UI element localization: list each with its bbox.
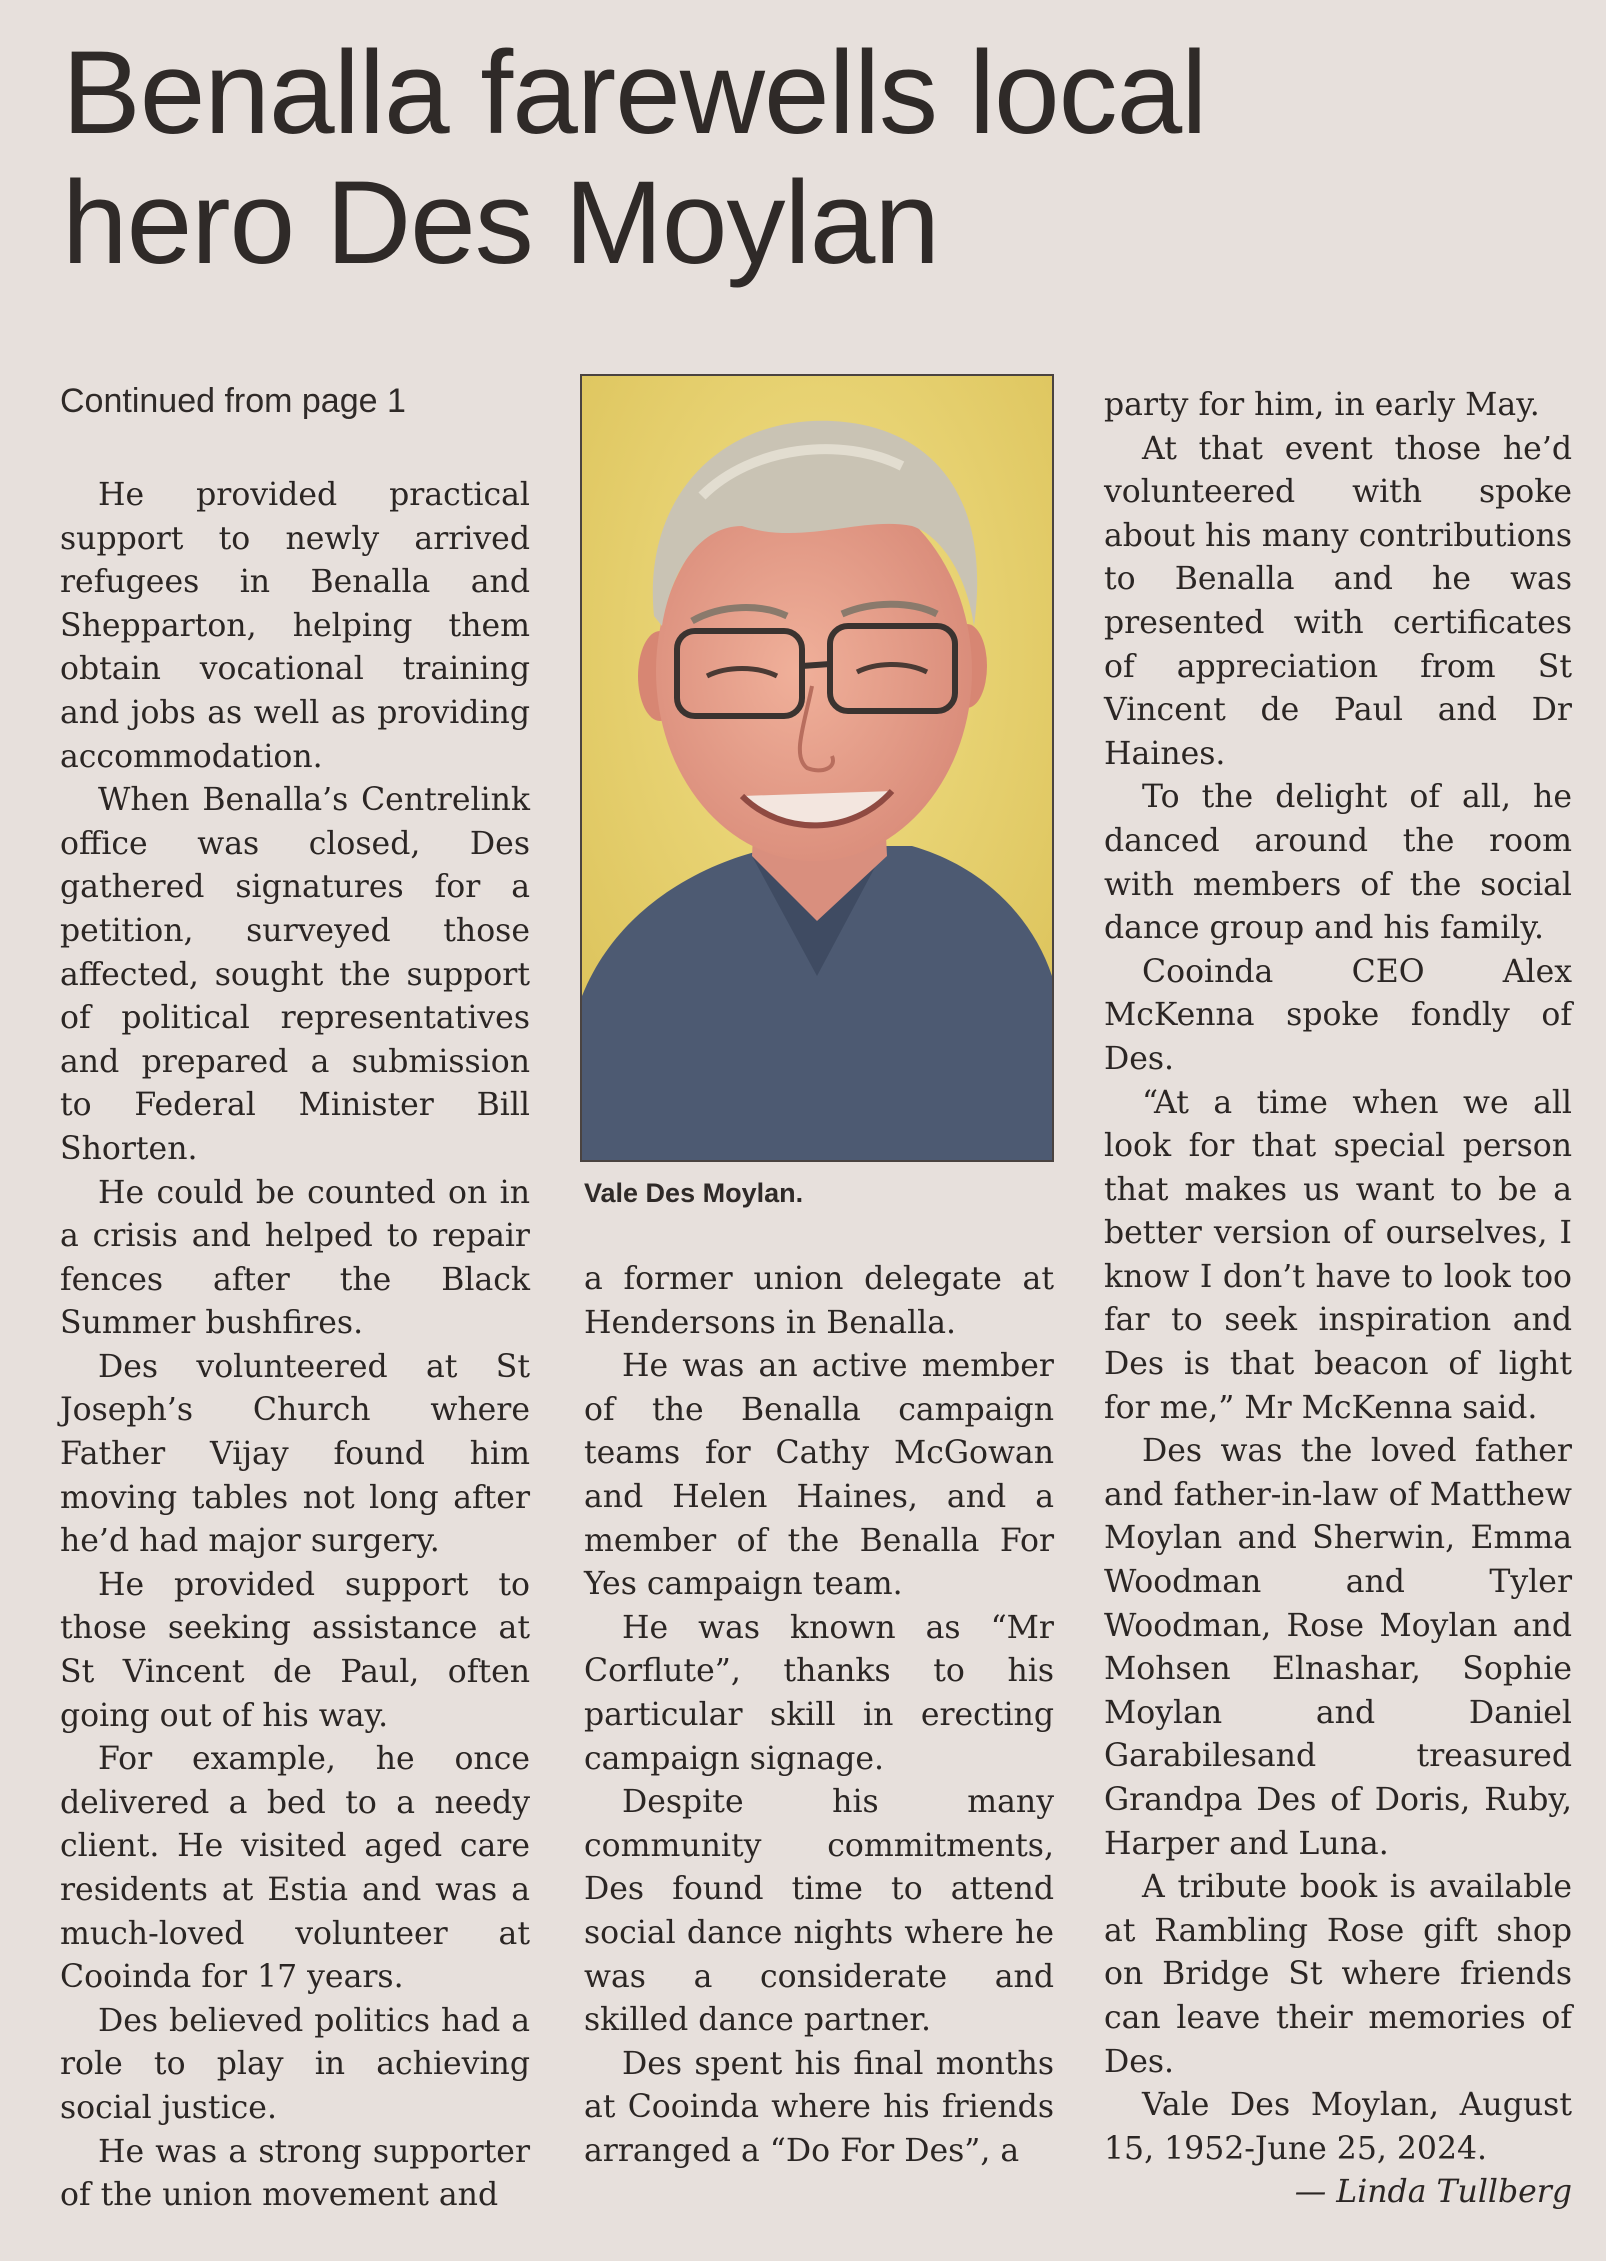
- paragraph: a former union delegate at Hendersons in Benalla.: [584, 1261, 1054, 1341]
- paragraph: He was a strong supporter of the union movement and: [60, 2133, 530, 2214]
- paragraph: He was an active member of the Benalla campaign teams for Cathy McGowan and Helen Haines, and a member of the Benalla For Yes campaign team.: [584, 1348, 1054, 1603]
- paragraph: Des volunteered at St Joseph’s Church where Father Vijay found him moving tables not long after he’d had major surgery.: [60, 1348, 530, 1560]
- headline-line-1: Benalla farewells local: [62, 27, 1207, 159]
- headline-line-2: hero Des Moylan: [62, 157, 939, 289]
- paragraph: party for him, in early May.: [1104, 387, 1540, 423]
- author-byline: — Linda Tullberg: [1294, 2174, 1572, 2211]
- photo-caption: Vale Des Moylan.: [584, 1178, 804, 1208]
- paragraph: For example, he once delivered a bed to a needy client. He visited aged care residents at Estia and was a much-loved volunteer at Cooinda for 17 years.: [60, 1741, 530, 1996]
- paragraph: At that event those he’d volunteered with spoke about his many contributions to Benalla and he was presented with certificates of appreciation from St Vincent de Paul and Dr Haines.: [1104, 430, 1572, 772]
- paragraph: He provided support to those seeking assistance at St Vincent de Paul, often going out of his way.: [60, 1566, 530, 1734]
- paragraph: He was known as “Mr Corflute”, thanks to his particular skill in erecting campaign signage.: [584, 1609, 1054, 1777]
- article-column-1: [60, 474, 530, 2218]
- paragraph: Cooinda CEO Alex McKenna spoke fondly of Des.: [1104, 953, 1572, 1077]
- paragraph: He provided practical support to newly arrived refugees in Benalla and Shepparton, helping them obtain vocational training and jobs as well as providing accommodation.: [60, 477, 530, 775]
- portrait-illustration: [582, 376, 1052, 1160]
- paragraph: “At a time when we all look for that special person that makes us want to be a better version of ourselves, I know I don’t have to look too far to seek inspiration and Des is that beacon of light for me,” Mr McKenna said.: [1104, 1084, 1572, 1426]
- paragraph: He could be counted on in a crisis and helped to repair fences after the Black Summer bushfires.: [60, 1174, 530, 1342]
- continued-from-label: Continued from page 1: [60, 382, 406, 420]
- portrait-photo: [580, 374, 1054, 1162]
- paragraph: A tribute book is available at Rambling Rose gift shop on Bridge St where friends can leave their memories of Des.: [1104, 1869, 1572, 2080]
- paragraph: When Benalla’s Centrelink office was closed, Des gathered signatures for a petition, surveyed those affected, sought the support of political representatives and prepared a submission to Federal Minister Bill Shorten.: [60, 782, 530, 1167]
- paragraph: Des believed politics had a role to play in achieving social justice.: [60, 2002, 530, 2126]
- paragraph: To the delight of all, he danced around the room with members of the social dance group and his family.: [1104, 779, 1572, 947]
- headline: [62, 28, 1562, 288]
- article-column-3: [1104, 384, 1572, 2215]
- paragraph: Des was the loved father and father-in-law of Matthew Moylan and Sherwin, Emma Woodman and Tyler Woodman, Rose Moylan and Mohsen Elnashar, Sophie Moylan and Daniel Garabilesand treasured Grandpa Des of Doris, Ruby, Harper and Luna.: [1104, 1433, 1572, 1862]
- article-column-2: [584, 1258, 1054, 2173]
- paragraph: Despite his many community commitments, Des found time to attend social dance nights where he was a considerate and skilled dance partner.: [584, 1784, 1054, 2039]
- paragraph: Vale Des Moylan, August 15, 1952-June 25, 2024.: [1104, 2087, 1572, 2167]
- paragraph: Des spent his final months at Cooinda where his friends arranged a “Do For Des”, a: [584, 2045, 1054, 2169]
